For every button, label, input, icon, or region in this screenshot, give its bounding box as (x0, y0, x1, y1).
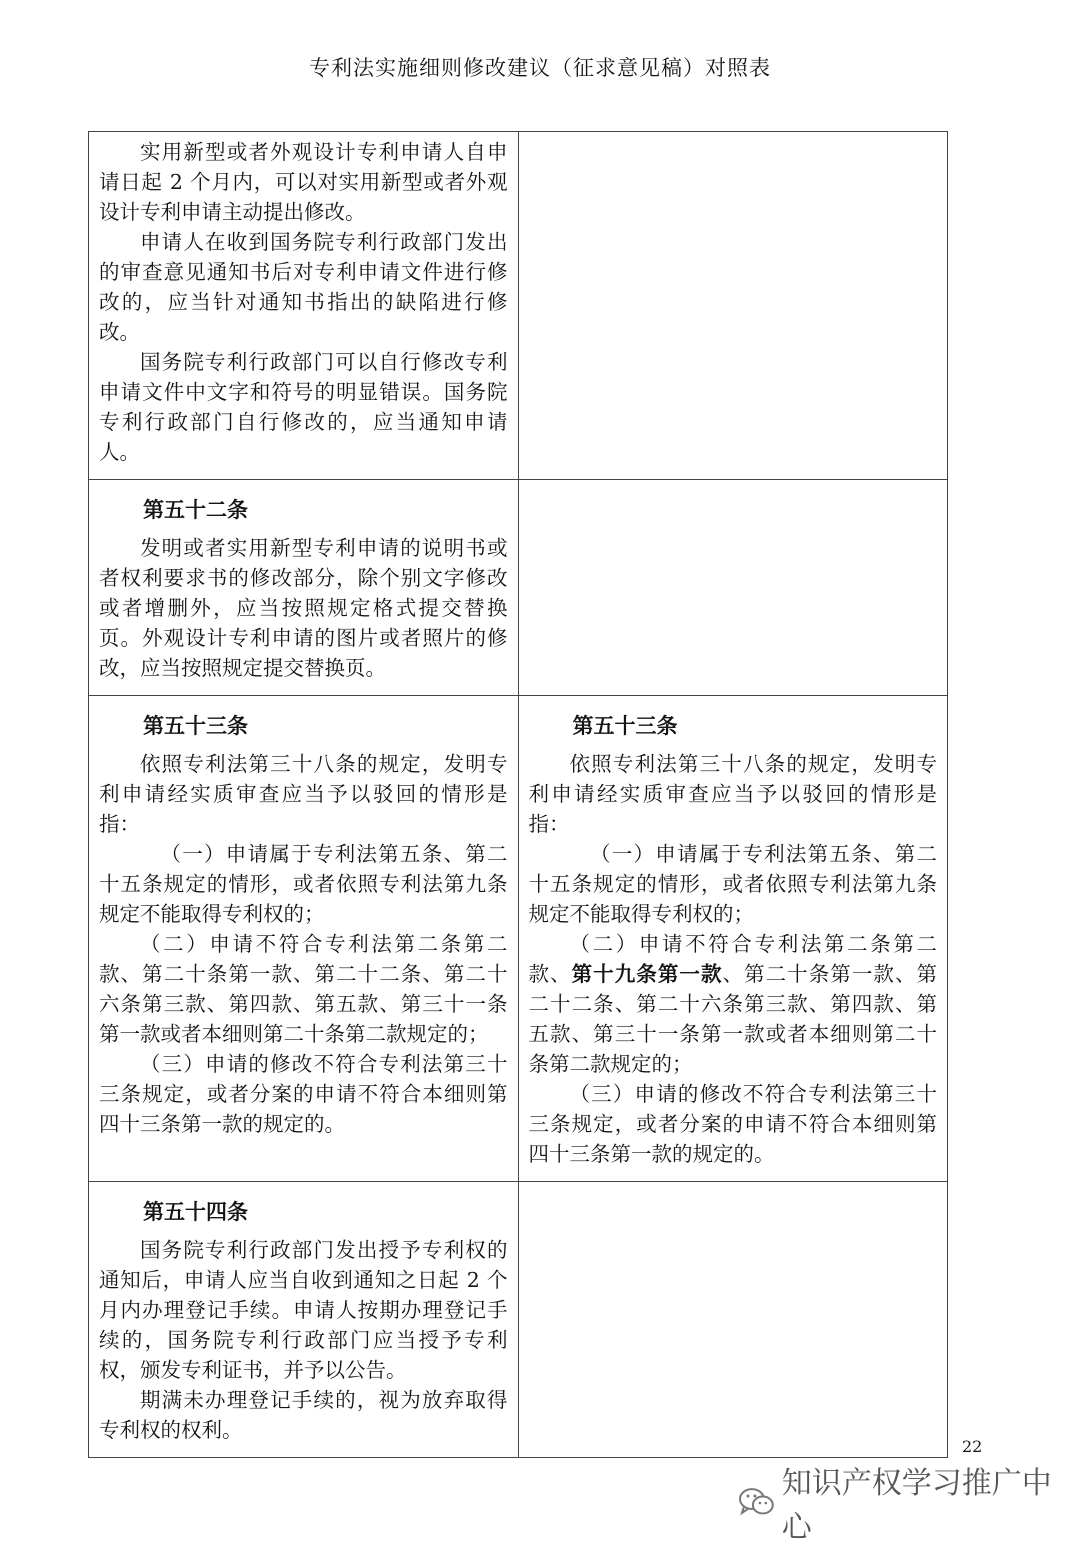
paragraph: （一）申请属于专利法第五条、第二十五条规定的情形，或者依照专利法第九条规定不能取得专利权的； (99, 842, 508, 926)
article-heading: 第五十二条 (143, 498, 248, 522)
left-cell (89, 696, 519, 1182)
text-span: 、第二十条第一款、第二十二条、第二十六条第三款、第四款、第五款、第三十一条第一款或者本细则第二十条第二款规定的； (528, 962, 938, 1076)
watermark (738, 1458, 1080, 1546)
table-row (89, 1182, 948, 1458)
paragraph (529, 929, 938, 1079)
watermark-text: 知识产权学习推广中心 (781, 1466, 1052, 1545)
paragraph: 依照专利法第三十八条的规定，发明专利申请经实质审查应当予以驳回的情形是指： (528, 752, 937, 836)
right-cell (518, 696, 948, 1182)
document-header: 专利法实施细则修改建议（征求意见稿）对照表 (309, 56, 771, 80)
paragraph: 国务院专利行政部门可以自行修改专利申请文件中文字和符号的明显错误。国务院专利行政部门自行修改的，应当通知申请人。 (99, 350, 508, 464)
table-row (89, 696, 948, 1182)
amended-text: 第十九条第一款 (571, 962, 723, 986)
left-cell (89, 1182, 519, 1458)
comparison-table (88, 131, 948, 1458)
table-row (89, 480, 948, 696)
paragraph: 申请人在收到国务院专利行政部门发出的审查意见通知书后对专利申请文件进行修改的，应当针对通知书指出的缺陷进行修改。 (99, 230, 508, 344)
paragraph: （二）申请不符合专利法第二条第二款、第二十条第一款、第二十二条、第二十六条第三款、第四款、第五款、第三十一条第一款或者本细则第二十条第二款规定的； (99, 932, 508, 1046)
table-row (89, 132, 948, 480)
paragraph: 依照专利法第三十八条的规定，发明专利申请经实质审查应当予以驳回的情形是指： (99, 752, 508, 836)
paragraph: （三）申请的修改不符合专利法第三十三条规定，或者分案的申请不符合本细则第四十三条第一款的规定的。 (99, 1052, 508, 1136)
paragraph: 实用新型或者外观设计专利申请人自申请日起 2 个月内，可以对实用新型或者外观设计专利申请主动提出修改。 (99, 140, 508, 224)
paragraph: 期满未办理登记手续的，视为放弃取得专利权的权利。 (99, 1388, 508, 1442)
page-number: 22 (962, 1437, 983, 1456)
paragraph: 发明或者实用新型专利申请的说明书或者权利要求书的修改部分，除个别文字修改或者增删外，应当按照规定格式提交替换页。外观设计专利申请的图片或者照片的修改，应当按照规定提交替换页。 (99, 536, 508, 680)
paragraph: （一）申请属于专利法第五条、第二十五条规定的情形，或者依照专利法第九条规定不能取得专利权的； (528, 842, 937, 926)
right-cell (518, 132, 948, 480)
article-heading: 第五十四条 (143, 1200, 248, 1224)
article-heading: 第五十三条 (572, 714, 678, 738)
text-span: （二）申请不符合专利法第二条第二款、 (528, 932, 937, 986)
article-heading: 第五十三条 (143, 714, 248, 738)
left-cell (89, 480, 519, 696)
right-cell (518, 1182, 948, 1458)
wechat-icon (738, 1487, 776, 1517)
left-cell (89, 132, 519, 480)
paragraph: 国务院专利行政部门发出授予专利权的通知后，申请人应当自收到通知之日起 2 个月内办理登记手续。申请人按期办理登记手续的，国务院专利行政部门应当授予专利权，颁发专利证书，并予以公告。 (99, 1238, 508, 1382)
paragraph: （三）申请的修改不符合专利法第三十三条规定，或者分案的申请不符合本细则第四十三条第一款的规定的。 (528, 1082, 937, 1166)
right-cell (518, 480, 948, 696)
